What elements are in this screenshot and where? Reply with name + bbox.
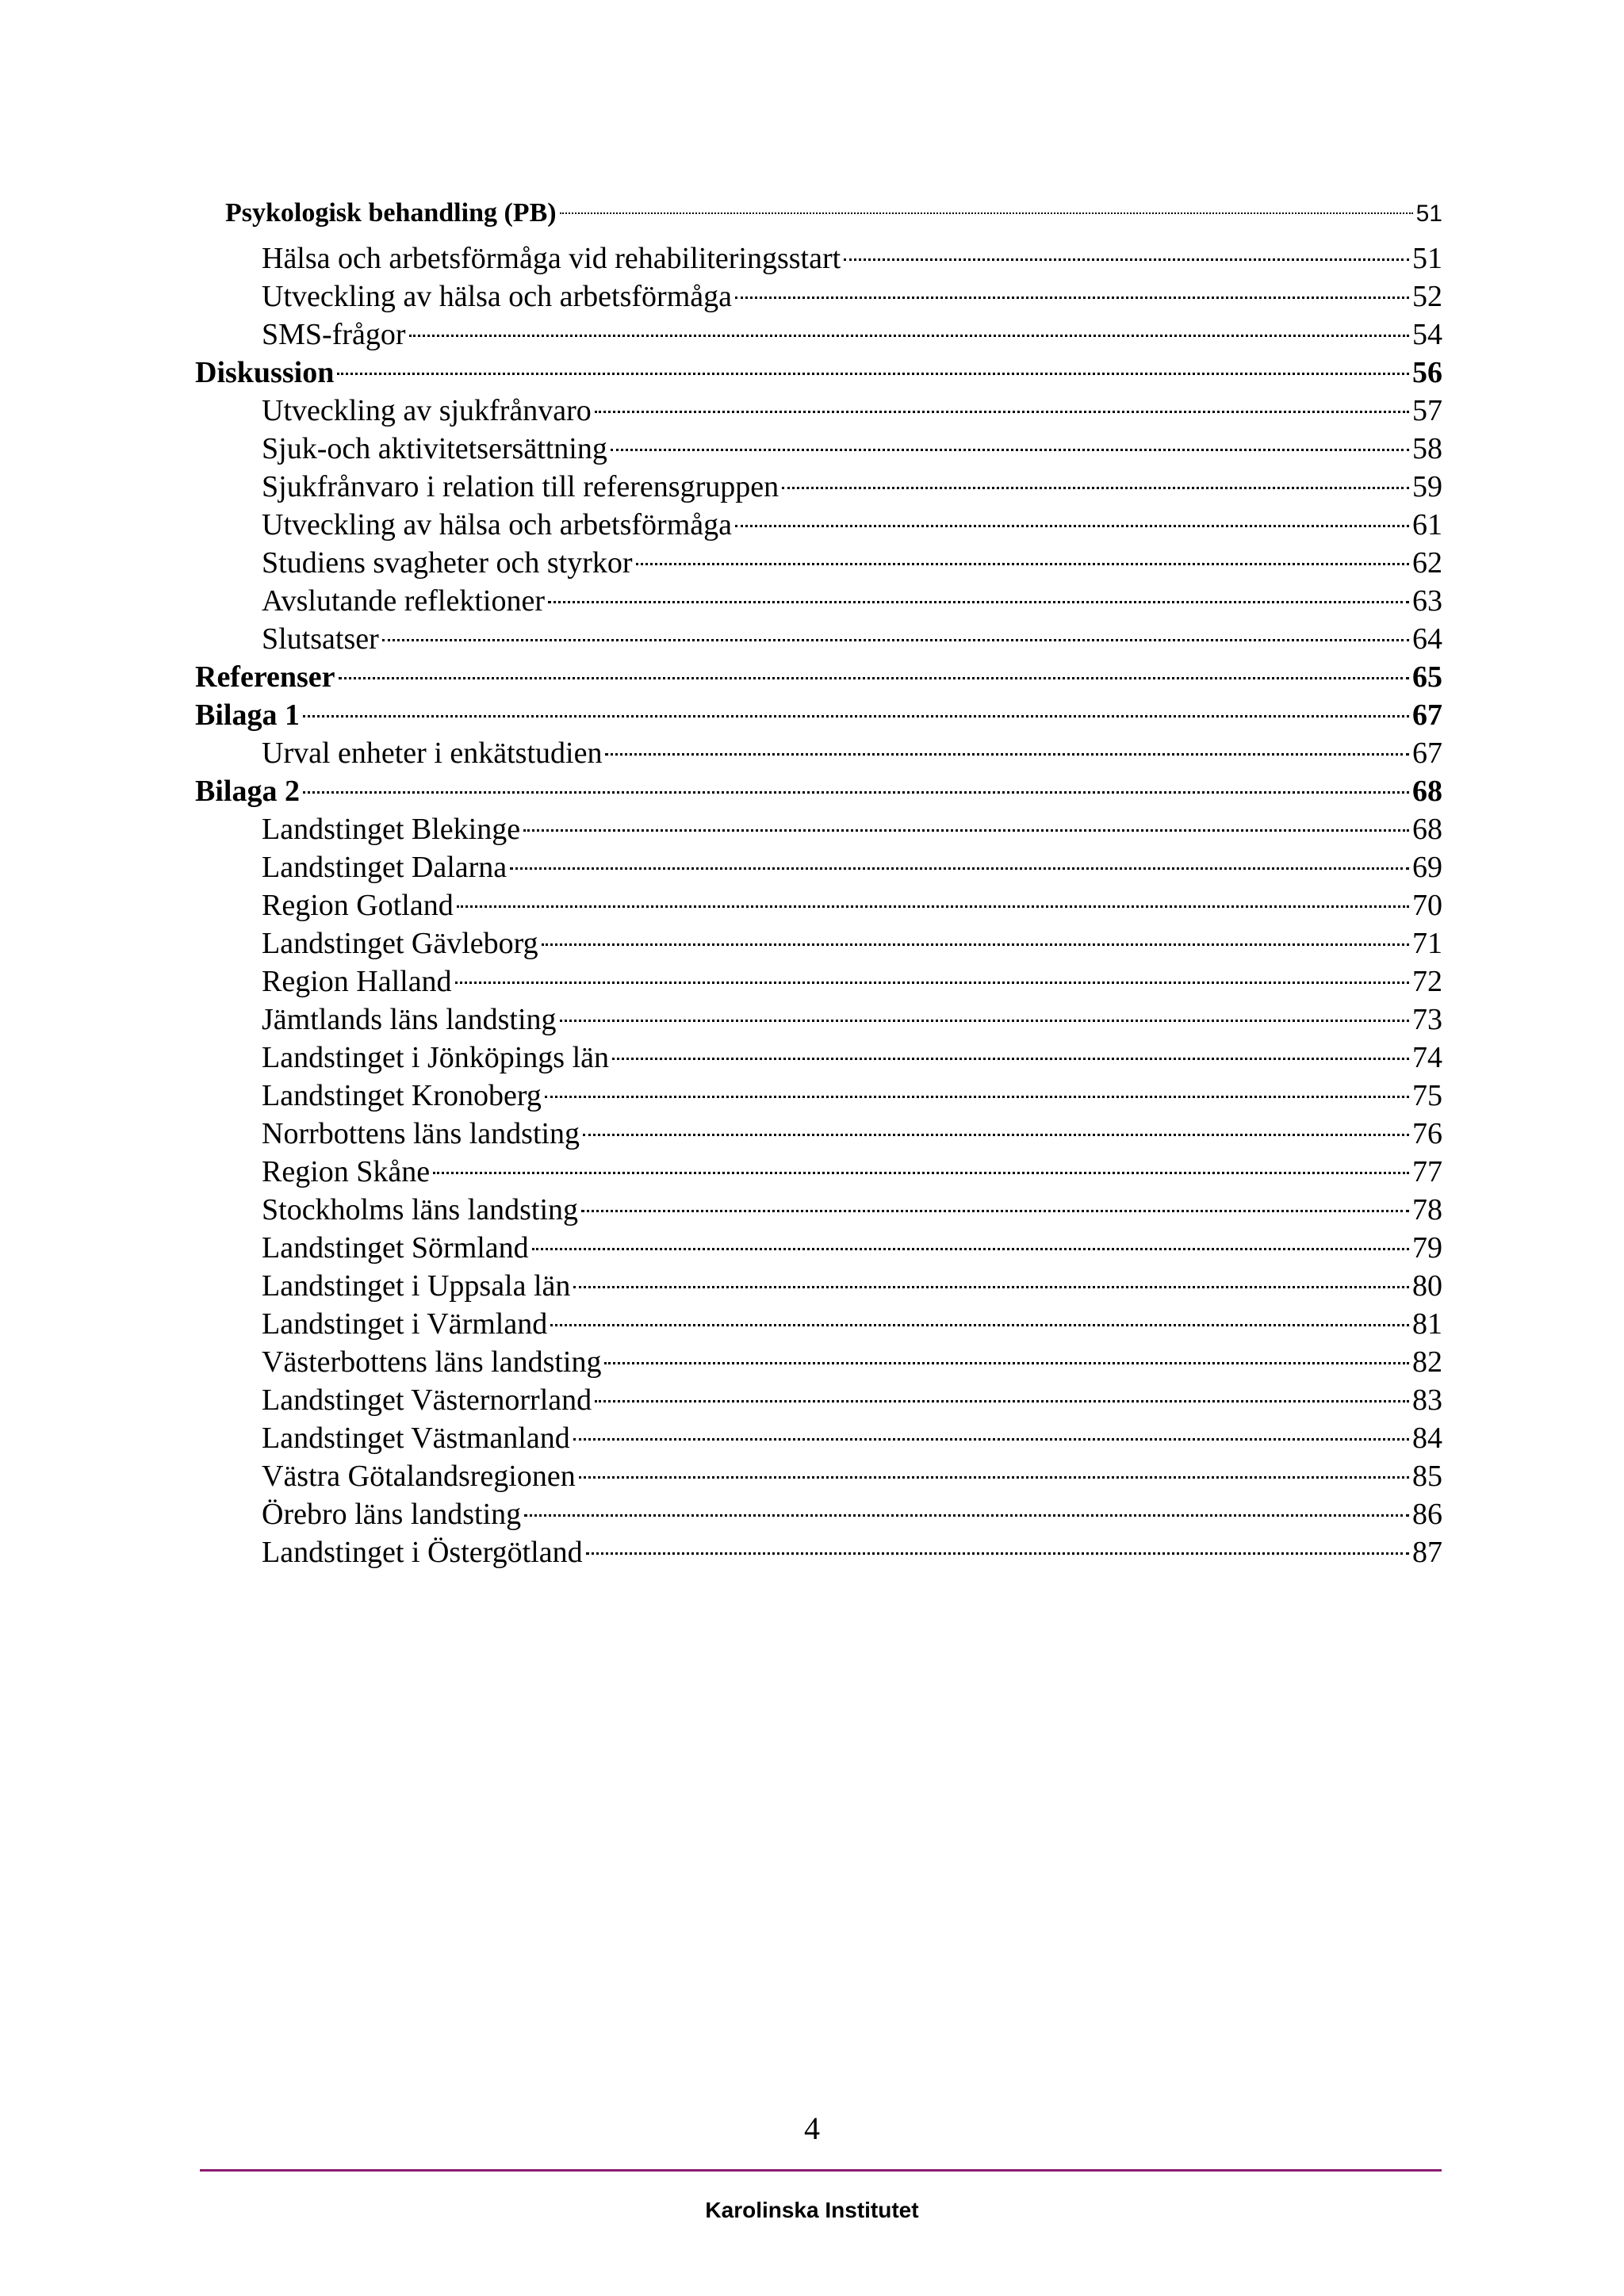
toc-entry-title: Landstinget i Östergötland [262, 1536, 583, 1569]
toc-entry-title: Landstinget Kronoberg [262, 1079, 542, 1112]
toc-entry[interactable] [195, 772, 1442, 810]
toc-entry-title: Landstinget Sörmland [262, 1231, 529, 1265]
toc-dot-leader [844, 258, 1409, 261]
toc-entry-page: 78 [1412, 1193, 1442, 1226]
toc-entry-title: Slutsatser [262, 622, 379, 656]
toc-entry-page: 65 [1412, 660, 1442, 694]
toc-entry[interactable] [195, 1381, 1442, 1419]
toc-entry-page: 67 [1412, 737, 1442, 770]
page-number: 4 [804, 2110, 820, 2146]
toc-entry-title: Landstinget Västmanland [262, 1422, 570, 1455]
toc-dot-leader [542, 943, 1409, 946]
toc-dot-leader [560, 1020, 1409, 1022]
toc-entry-page: 87 [1412, 1536, 1442, 1569]
toc-entry-title: Norrbottens läns landsting [262, 1117, 580, 1150]
toc-entry-page: 51 [1412, 242, 1442, 275]
toc-entry-title: Örebro läns landsting [262, 1498, 522, 1531]
toc-entry-title: Avslutande reflektioner [262, 584, 545, 618]
toc-entry[interactable] [195, 620, 1442, 658]
toc-dot-leader [735, 525, 1409, 527]
toc-entry-title: Diskussion [195, 356, 335, 389]
toc-entry-title: Referenser [195, 660, 335, 694]
toc-entry[interactable] [195, 392, 1442, 430]
toc-entry[interactable] [195, 506, 1442, 544]
toc-entry[interactable] [195, 468, 1442, 506]
toc-dot-leader [523, 829, 1409, 832]
toc-entry-page: 77 [1412, 1155, 1442, 1188]
toc-entry[interactable] [195, 430, 1442, 468]
toc-entry-page: 56 [1412, 356, 1442, 389]
toc-dot-leader [583, 1134, 1409, 1136]
toc-dot-leader [605, 753, 1409, 756]
toc-entry-title: Utveckling av hälsa och arbetsförmåga [262, 280, 732, 313]
toc-entry-page: 61 [1412, 508, 1442, 541]
toc-entry[interactable] [195, 316, 1442, 354]
toc-dot-leader [548, 601, 1409, 603]
toc-entry-page: 73 [1412, 1003, 1442, 1036]
table-of-contents [195, 187, 1442, 1571]
toc-entry-title: Region Halland [262, 965, 452, 998]
toc-entry-page: 68 [1412, 813, 1442, 846]
toc-entry-page: 57 [1412, 394, 1442, 427]
toc-dot-leader [303, 715, 1409, 718]
toc-entry-page: 74 [1412, 1041, 1442, 1074]
toc-entry-page: 54 [1412, 318, 1442, 351]
toc-entry-page: 59 [1412, 470, 1442, 503]
toc-dot-leader [735, 297, 1409, 299]
toc-dot-leader [595, 411, 1409, 413]
toc-entry-title: Landstinget Dalarna [262, 851, 508, 884]
toc-entry[interactable] [195, 962, 1442, 1001]
toc-dot-leader [579, 1476, 1409, 1479]
toc-dot-leader [457, 905, 1409, 908]
toc-entry-title: Urval enheter i enkätstudien [262, 737, 603, 770]
toc-dot-leader [337, 373, 1409, 375]
toc-entry-title: Stockholms läns landsting [262, 1193, 578, 1226]
toc-entry[interactable] [195, 1305, 1442, 1343]
toc-entry[interactable] [195, 1001, 1442, 1039]
toc-entry-page: 82 [1412, 1345, 1442, 1379]
toc-dot-leader [595, 1400, 1409, 1402]
toc-entry-title: Region Skåne [262, 1155, 431, 1188]
toc-entry-title: Landstinget Västernorrland [262, 1383, 592, 1417]
toc-entry[interactable] [195, 1343, 1442, 1381]
toc-entry[interactable] [195, 1039, 1442, 1077]
toc-entry-page: 81 [1412, 1307, 1442, 1341]
toc-entry-page: 80 [1412, 1269, 1442, 1303]
toc-entry-page: 63 [1412, 584, 1442, 618]
toc-entry-title: Bilaga 2 [195, 775, 300, 808]
toc-dot-leader [532, 1248, 1409, 1250]
toc-entry[interactable] [195, 924, 1442, 962]
toc-dot-leader [573, 1286, 1409, 1288]
toc-dot-leader [560, 212, 1413, 214]
toc-entry[interactable] [195, 277, 1442, 316]
toc-entry[interactable] [195, 886, 1442, 924]
toc-entry[interactable] [195, 734, 1442, 772]
toc-entry[interactable] [195, 696, 1442, 734]
toc-dot-leader [604, 1362, 1409, 1364]
toc-entry[interactable] [195, 1533, 1442, 1571]
toc-entry[interactable] [195, 1419, 1442, 1457]
toc-entry-title: Landstinget Blekinge [262, 813, 521, 846]
toc-entry-title: Utveckling av sjukfrånvaro [262, 394, 592, 427]
toc-entry-page: 70 [1412, 889, 1442, 922]
toc-entry-title: Landstinget i Uppsala län [262, 1269, 571, 1303]
toc-entry-page: 76 [1412, 1117, 1442, 1150]
toc-entry[interactable] [195, 1115, 1442, 1153]
toc-entry-title: Region Gotland [262, 889, 454, 922]
toc-entry[interactable] [195, 544, 1442, 582]
toc-entry-title: Västra Götalandsregionen [262, 1460, 576, 1493]
toc-entry-page: 68 [1412, 775, 1442, 808]
toc-dot-leader [612, 1058, 1409, 1060]
toc-entry[interactable] [195, 658, 1442, 696]
toc-entry-title: Sjuk-och aktivitetsersättning [262, 432, 607, 465]
toc-entry-page: 79 [1412, 1231, 1442, 1265]
toc-entry[interactable] [195, 1153, 1442, 1191]
toc-entry-page: 52 [1412, 280, 1442, 313]
toc-entry-page: 83 [1412, 1383, 1442, 1417]
toc-entry-title: Landstinget i Värmland [262, 1307, 548, 1341]
toc-entry[interactable] [195, 1495, 1442, 1533]
toc-entry[interactable] [195, 354, 1442, 392]
toc-entry-page: 51 [1415, 201, 1442, 227]
toc-dot-leader [550, 1324, 1409, 1326]
toc-entry-title: Landstinget Gävleborg [262, 927, 538, 960]
toc-entry-page: 86 [1412, 1498, 1442, 1531]
toc-dot-leader [524, 1514, 1409, 1517]
toc-dot-leader [455, 982, 1409, 984]
toc-entry-page: 84 [1412, 1422, 1442, 1455]
toc-dot-leader [636, 563, 1409, 565]
toc-entry-title: Sjukfrånvaro i relation till referensgruppen [262, 470, 779, 503]
toc-dot-leader [510, 867, 1409, 870]
toc-entry-page: 85 [1412, 1460, 1442, 1493]
toc-entry-page: 71 [1412, 927, 1442, 960]
toc-entry[interactable] [195, 1267, 1442, 1305]
footer-divider [200, 2169, 1442, 2172]
toc-entry-title: Hälsa och arbetsförmåga vid rehabiliteringsstart [262, 242, 841, 275]
toc-dot-leader [382, 639, 1409, 641]
toc-entry[interactable] [195, 1229, 1442, 1267]
toc-entry[interactable] [195, 810, 1442, 848]
toc-entry-title: SMS-frågor [262, 318, 406, 351]
toc-dot-leader [545, 1096, 1409, 1098]
toc-entry-page: 75 [1412, 1079, 1442, 1112]
toc-dot-leader [339, 677, 1409, 679]
toc-entry-page: 67 [1412, 698, 1442, 732]
toc-entry-title: Landstinget i Jönköpings län [262, 1041, 610, 1074]
toc-entry-page: 64 [1412, 622, 1442, 656]
toc-dot-leader [581, 1210, 1409, 1212]
toc-dot-leader [433, 1172, 1409, 1174]
toc-entry-title: Bilaga 1 [195, 698, 300, 732]
toc-dot-leader [409, 335, 1409, 337]
toc-dot-leader [573, 1438, 1409, 1441]
toc-dot-leader [303, 791, 1409, 794]
toc-entry[interactable] [195, 1191, 1442, 1229]
toc-entry[interactable] [195, 848, 1442, 886]
toc-dot-leader [586, 1552, 1409, 1555]
toc-entry-page: 58 [1412, 432, 1442, 465]
toc-entry-title: Psykologisk behandling (PB) [225, 198, 557, 228]
toc-entry-title: Jämtlands läns landsting [262, 1003, 557, 1036]
toc-entry[interactable] [195, 1457, 1442, 1495]
footer-institution: Karolinska Institutet [705, 2198, 919, 2222]
toc-dot-leader [611, 449, 1409, 451]
toc-entry[interactable] [195, 187, 1442, 239]
toc-entry-title: Studiens svagheter och styrkor [262, 546, 633, 580]
toc-entry[interactable] [195, 582, 1442, 620]
toc-entry-page: 69 [1412, 851, 1442, 884]
toc-entry-page: 62 [1412, 546, 1442, 580]
toc-entry[interactable] [195, 1077, 1442, 1115]
toc-entry-title: Utveckling av hälsa och arbetsförmåga [262, 508, 732, 541]
toc-entry[interactable] [195, 239, 1442, 277]
toc-entry-title: Västerbottens läns landsting [262, 1345, 602, 1379]
toc-dot-leader [782, 487, 1409, 489]
toc-entry-page: 72 [1412, 965, 1442, 998]
